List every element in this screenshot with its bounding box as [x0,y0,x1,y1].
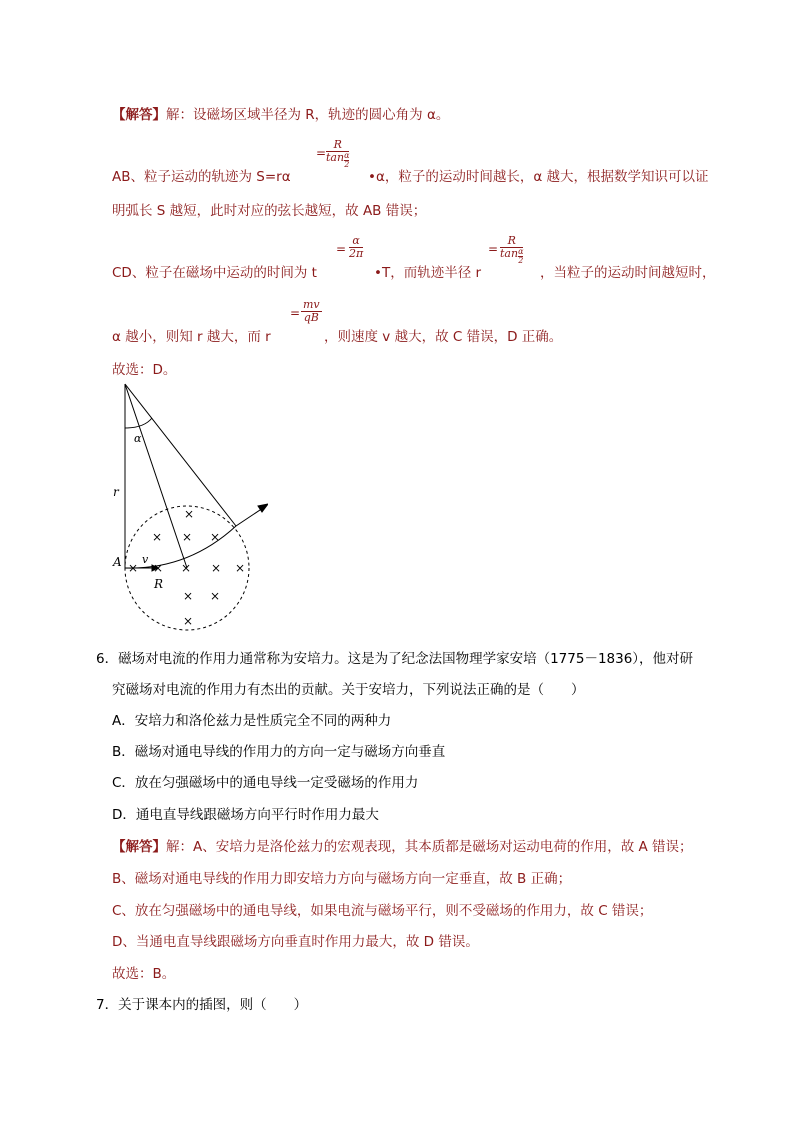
question-6-solution-line4: D、当通电直导线跟磁场方向垂直时作用力最大，故 D 错误。 [112,934,479,950]
question-6-stem-text: 磁场对电流的作用力通常称为安培力。这是为了纪念法国物理学家安培（1775－1836），他对研 [118,651,694,667]
field-cross: × [235,561,246,575]
cd-frac2-den [500,248,523,265]
solution-intro [112,103,449,123]
field-cross: × [181,561,192,575]
field-cross: × [211,561,222,575]
question-6-solution-line3: C、放在匀强磁场中的通电导线，如果电流与磁场平行，则不受磁场的作用力，故 C 错误； [112,903,653,919]
question-6-option-b[interactable]: B．磁场对通电导线的作用力的方向一定与磁场方向垂直 [112,744,446,760]
field-cross: × [183,589,194,603]
field-cross: × [210,530,221,544]
cd-fraction-3 [301,299,322,324]
question-6-solution-choose: 故选：B。 [112,966,176,982]
solution-cd-line1-c: ，当粒子的运动时间越短时， [540,265,716,281]
outer-radius-line [125,384,236,526]
solution-cd-line2-b: ，则速度 v 越大，故 C 错误，D 正确。 [324,329,563,345]
ab-frac-sup: α [344,151,350,160]
ab-frac-num: R [326,139,349,152]
solution-ab-line1-b: •α，粒子的运动时间越长，α 越大，根据数学知识可以证 [368,169,709,185]
solution-intro-text: 解：设磁场区域半径为 R，轨迹的圆心角为 α。 [166,107,450,123]
question-6-number: 6． [96,651,119,667]
cd-frac1-equals: = [336,242,347,256]
solution-cd-line2-a: α 越小，则知 r 越大，而 r [112,329,271,345]
cd-frac2-equals: = [488,242,499,256]
solution-ab-line2: 明弧长 S 越短，此时对应的弦长越短，故 AB 错误； [112,203,427,219]
ab-frac-equals: = [316,146,327,160]
field-cross: × [182,530,193,544]
question-6-stem-line2: 究磁场对电流的作用力有杰出的贡献。关于安培力，下列说法正确的是（ ） [112,682,585,698]
field-cross: × [183,614,194,628]
solution-cd-line1-a: CD、粒子在磁场中运动的时间为 t [112,265,317,281]
question-6-solution-text: 解：A、安培力是洛伦兹力的宏观表现，其本质都是磁场对运动电荷的作用，故 A 错误； [166,839,693,855]
ab-fraction [326,139,349,169]
solution-cd-line1-b: •T，而轨迹半径 r [374,265,482,281]
field-cross: × [184,507,195,521]
label-A: A [113,555,122,569]
cd-frac1-den: 2π [349,247,364,260]
cd-frac3-equals: = [290,306,301,320]
ab-frac-den-text: tan [326,151,345,164]
question-6-solution-line1 [112,835,693,855]
question-6-option-a[interactable]: A．安培力和洛伦兹力是性质完全不同的两种力 [112,713,392,729]
trajectory-diagram [108,378,268,634]
cd-frac3-den: qB [303,311,319,324]
field-cross: × [210,589,221,603]
cd-frac2-sub: 2 [518,256,524,265]
question-7-number: 7． [96,997,119,1013]
cd-frac2-num: R [500,235,523,248]
cd-fraction-2 [500,235,523,265]
field-cross: × [152,530,163,544]
cd-frac3-num: mv [303,298,320,311]
solution-choose: 故选：D。 [112,362,177,378]
label-r: r [113,485,119,499]
field-cross: × [153,561,164,575]
question-7-stem-text: 关于课本内的插图，则（ ） [118,997,308,1013]
field-cross: × [128,561,139,575]
cd-frac2-den-text: tan [500,247,519,260]
ab-frac-den [326,152,349,169]
label-v: v [142,553,149,566]
question-6-solution-tag: 【解答】 [112,839,166,855]
label-alpha: α [134,432,142,445]
cd-frac1-num: α [349,235,363,248]
solution-tag: 【解答】 [112,107,166,123]
question-7-stem [96,993,307,1013]
question-6-option-d[interactable]: D．通电直导线跟磁场方向平行时作用力最大 [112,807,379,823]
label-R: R [154,577,164,591]
cd-frac2-sup: α [518,247,524,256]
ab-frac-sub: 2 [344,160,350,169]
question-6-solution-line2: B、磁场对通电导线的作用力即安培力方向与磁场方向一定垂直，故 B 正确； [112,871,572,887]
solution-ab-line1-a: AB、粒子运动的轨迹为 S=rα [112,169,291,185]
question-6-option-c[interactable]: C．放在匀强磁场中的通电导线一定受磁场的作用力 [112,775,419,791]
question-6-stem-line1 [96,647,693,667]
cd-fraction-1 [349,235,363,260]
